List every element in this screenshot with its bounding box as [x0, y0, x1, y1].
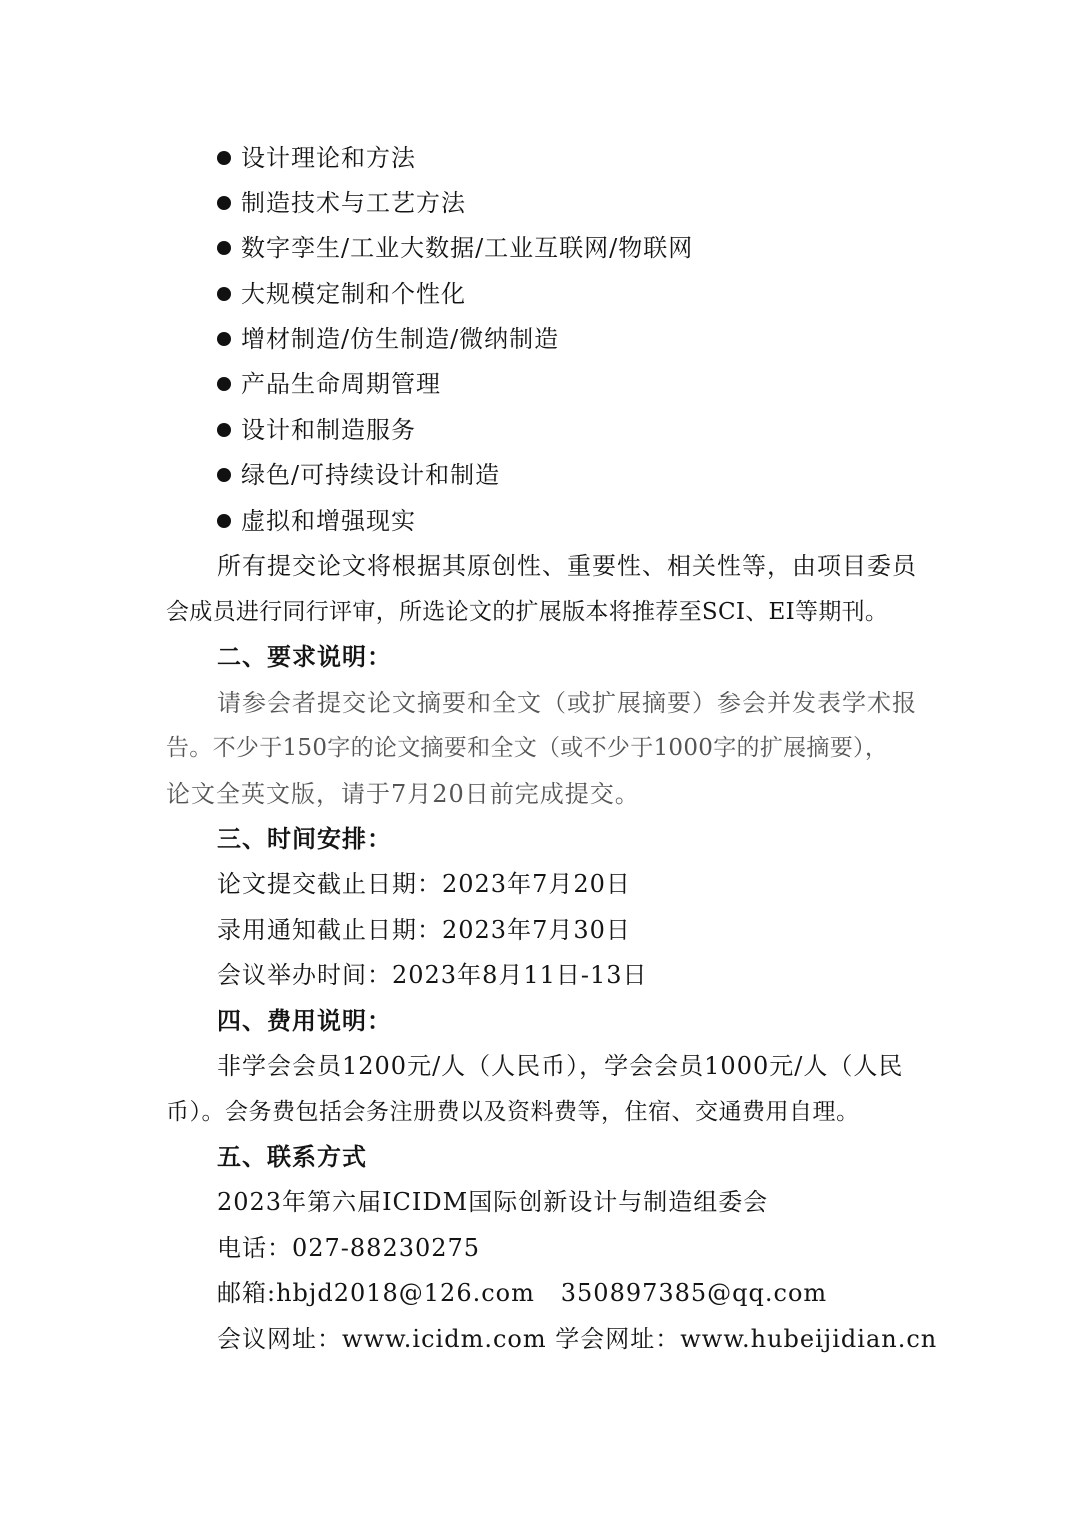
section-heading-requirements: 二、要求说明：: [217, 642, 392, 671]
topic-item: 增材制造/仿生制造/微纳制造: [217, 323, 937, 355]
bullet-icon: [217, 423, 231, 437]
requirements-line1: 请参会者提交论文摘要和全文（或扩展摘要）参会并发表学术报: [217, 689, 917, 717]
bullet-icon: [217, 241, 231, 255]
section-heading-schedule: 三、时间安排：: [217, 824, 392, 853]
submission-deadline: 论文提交截止日期：2023年7月20日: [217, 870, 631, 898]
bullet-icon: [217, 287, 231, 301]
contact-websites: 会议网址：www.icidm.com 学会网址：www.hubeijidian.cn: [217, 1325, 938, 1353]
bullet-icon: [217, 151, 231, 165]
contact-email: 邮箱:hbjd2018@126.com 350897385@qq.com: [217, 1279, 828, 1307]
topic-item: 产品生命周期管理: [217, 368, 937, 400]
section-heading-contact: 五、联系方式: [217, 1142, 367, 1171]
requirements-line2: 告。不少于150字的论文摘要和全文（或不少于1000字的扩展摘要），: [166, 735, 889, 761]
bullet-icon: [217, 196, 231, 210]
conference-dates: 会议举办时间：2023年8月11日-13日: [217, 961, 648, 989]
contact-phone: 电话：027-88230275: [217, 1234, 481, 1262]
bullet-icon: [217, 377, 231, 391]
fees-line1: 非学会会员1200元/人（人民币），学会会员1000元/人（人民: [217, 1052, 904, 1080]
topic-item: 绿色/可持续设计和制造: [217, 459, 937, 491]
organizer-name: 2023年第六届ICIDM国际创新设计与制造组委会: [217, 1188, 769, 1216]
topic-item: 虚拟和增强现实: [217, 505, 937, 537]
bullet-icon: [217, 514, 231, 528]
topic-item: 制造技术与工艺方法: [217, 187, 937, 219]
topic-item: 设计理论和方法: [217, 142, 937, 174]
topic-item: 大规模定制和个性化: [217, 278, 937, 310]
bullet-icon: [217, 332, 231, 346]
topic-item: 数字孪生/工业大数据/工业互联网/物联网: [217, 232, 937, 264]
review-paragraph-line2: 会成员进行同行评审，所选论文的扩展版本将推荐至SCI、EI等期刊。: [166, 599, 889, 625]
bullet-icon: [217, 468, 231, 482]
review-paragraph-line1: 所有提交论文将根据其原创性、重要性、相关性等，由项目委员: [217, 552, 917, 580]
requirements-line3: 论文全英文版，请于7月20日前完成提交。: [166, 780, 640, 808]
topic-item: 设计和制造服务: [217, 414, 937, 446]
fees-line2: 币）。会务费包括会务注册费以及资料费等，住宿、交通费用自理。: [166, 1099, 860, 1125]
notification-deadline: 录用通知截止日期：2023年7月30日: [217, 916, 631, 944]
section-heading-fees: 四、费用说明：: [217, 1006, 392, 1035]
